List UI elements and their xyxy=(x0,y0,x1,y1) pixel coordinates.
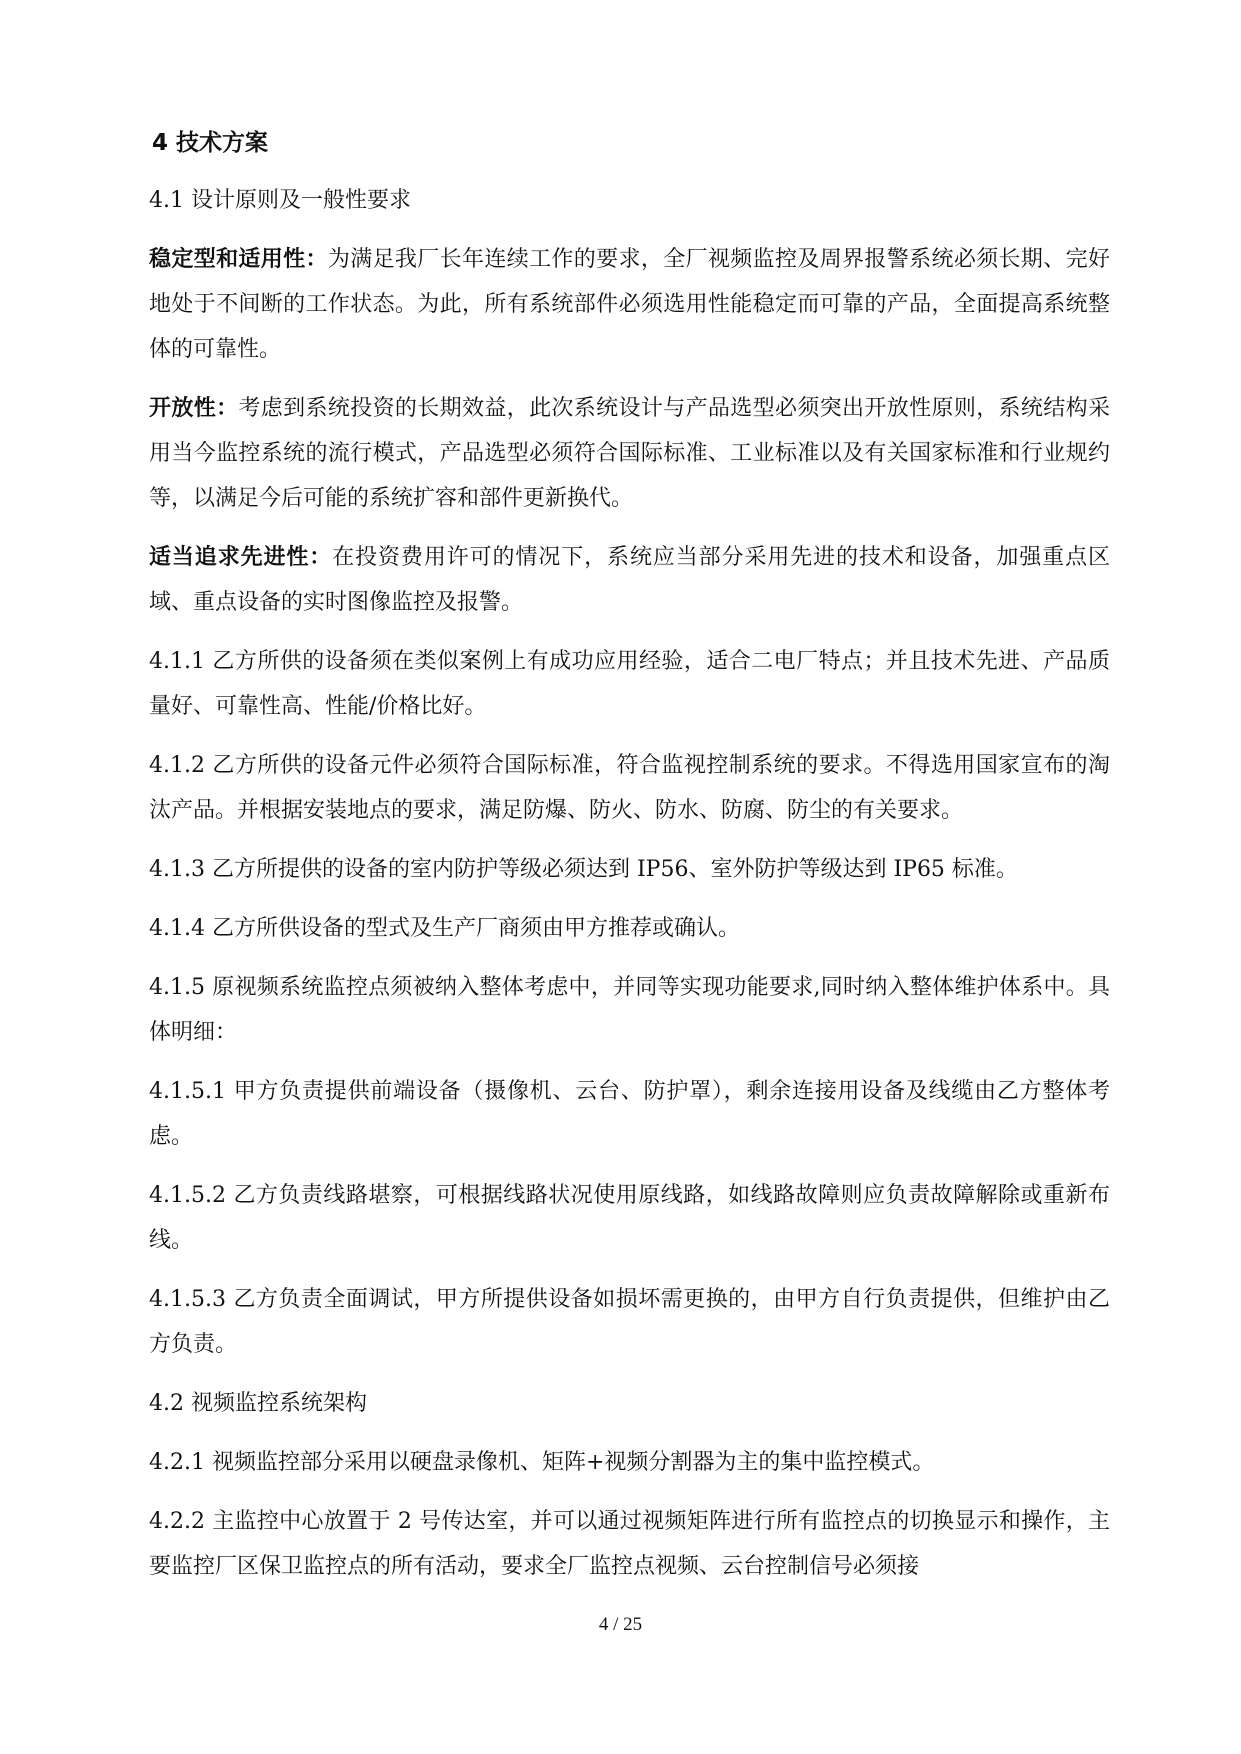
paragraph-text: 在投资费用许可的情况下，系统应当部分采用先进的技术和设备，加强重点区域、重点设备的实时图像监控及报警。 xyxy=(149,545,1110,615)
clause-4-1-3: 4.1.3 乙方所提供的设备的室内防护等级必须达到 IP56、室外防护等级达到 IP65 标准。 xyxy=(149,857,1018,882)
term-label: 适当追求先进性： xyxy=(149,545,333,570)
subsection-title-4-2: 4.2 视频监控系统架构 xyxy=(149,1391,367,1416)
term-label: 开放性： xyxy=(149,396,239,421)
clause-4-2-2: 4.2.2 主监控中心放置于 2 号传达室，并可以通过视频矩阵进行所有监控点的切换显示和操作，主要监控厂区保卫监控点的所有活动，要求全厂监控点视频、云台控制信号必须接 xyxy=(149,1509,1110,1579)
paragraph-text: 考虑到系统投资的长期效益，此次系统设计与产品选型必须突出开放性原则，系统结构采用当今监控系统的流行模式，产品选型必须符合国际标准、工业标准以及有关国家标准和行业规约等，以满足今后可能的系统扩容和部件更新换代。 xyxy=(149,396,1110,511)
clause-4-2-1: 4.2.1 视频监控部分采用以硬盘录像机、矩阵+视频分割器为主的集中监控模式。 xyxy=(149,1450,935,1475)
clause-4-1-5: 4.1.5 原视频系统监控点须被纳入整体考虑中，并同等实现功能要求,同时纳入整体维护体系中。具体明细： xyxy=(149,975,1110,1045)
clause-4-1-5-2: 4.1.5.2 乙方负责线路堪察，可根据线路状况使用原线路，如线路故障则应负责故障解除或重新布线。 xyxy=(149,1183,1110,1253)
paragraph-openness xyxy=(149,386,1110,521)
clause-4-1-1: 4.1.1 乙方所供的设备须在类似案例上有成功应用经验，适合二电厂特点；并且技术先进、产品质量好、可靠性高、性能/价格比好。 xyxy=(149,649,1110,719)
paragraph-text: 为满足我厂长年连续工作的要求，全厂视频监控及周界报警系统必须长期、完好地处于不间断的工作状态。为此，所有系统部件必须选用性能稳定而可靠的产品，全面提高系统整体的可靠性。 xyxy=(149,247,1110,362)
section-heading: 4 技术方案 xyxy=(152,130,269,156)
paragraph-stability xyxy=(149,237,1110,372)
clause-4-1-4: 4.1.4 乙方所供设备的型式及生产厂商须由甲方推荐或确认。 xyxy=(149,916,740,941)
clause-4-1-5-3: 4.1.5.3 乙方负责全面调试，甲方所提供设备如损坏需更换的，由甲方自行负责提供，但维护由乙方负责。 xyxy=(149,1287,1110,1357)
document-body xyxy=(149,178,1110,1603)
paragraph-advanced xyxy=(149,535,1110,625)
clause-4-1-5-1: 4.1.5.1 甲方负责提供前端设备（摄像机、云台、防护罩），剩余连接用设备及线缆由乙方整体考虑。 xyxy=(149,1079,1110,1149)
term-label: 稳定型和适用性： xyxy=(149,247,328,272)
clause-4-1-2: 4.1.2 乙方所供的设备元件必须符合国际标准，符合监视控制系统的要求。不得选用国家宣布的淘汰产品。并根据安装地点的要求，满足防爆、防火、防水、防腐、防尘的有关要求。 xyxy=(149,753,1110,823)
page-number: 4 / 25 xyxy=(598,1614,643,1635)
subsection-title-4-1: 4.1 设计原则及一般性要求 xyxy=(149,188,411,213)
